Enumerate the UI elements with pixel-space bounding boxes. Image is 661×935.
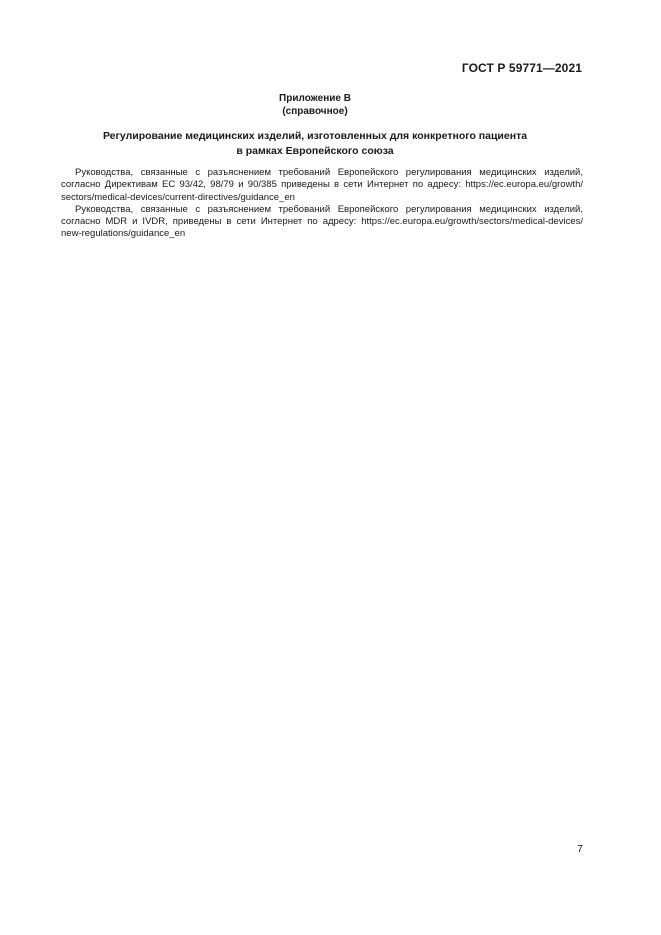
annex-heading (0, 92, 630, 118)
paragraph-1-line-2: согласно Директивам ЕС 93/42, 98/79 и 90/385 приведены в сети Интернет по адресу: https://ec.europa.eu/growth/ (61, 179, 583, 191)
annex-title: Приложение В (279, 93, 351, 104)
paragraph-2 (61, 204, 583, 241)
paragraph-1-line-3: sectors/medical-devices/current-directives/guidance_en (61, 191, 295, 203)
paragraph-1-line-1: Руководства, связанные с разъяснением требований Европейского регулирования медицинских изделий, (75, 167, 583, 178)
section-title-line-1: Регулирование медицинских изделий, изготовленных для конкретного пациента (102, 130, 528, 142)
paragraph-2-line-2: согласно MDR и IVDR, приведены в сети Интернет по адресу: https://ec.europa.eu/growth/sectors/medical-devices/ (61, 216, 583, 228)
document-code: ГОСТ Р 59771—2021 (461, 61, 582, 75)
section-heading (0, 129, 630, 159)
paragraph-2-line-3: new-regulations/guidance_en (61, 228, 186, 240)
paragraph-2-line-1: Руководства, связанные с разъяснением требований Европейского регулирования медицинских изделий, (75, 203, 583, 215)
page-number: 7 (577, 843, 583, 855)
section-title-line-2: в рамках Европейского союза (236, 145, 394, 157)
body-text (61, 167, 583, 241)
annex-subtitle: (справочное) (282, 106, 348, 117)
paragraph-1 (61, 167, 583, 204)
